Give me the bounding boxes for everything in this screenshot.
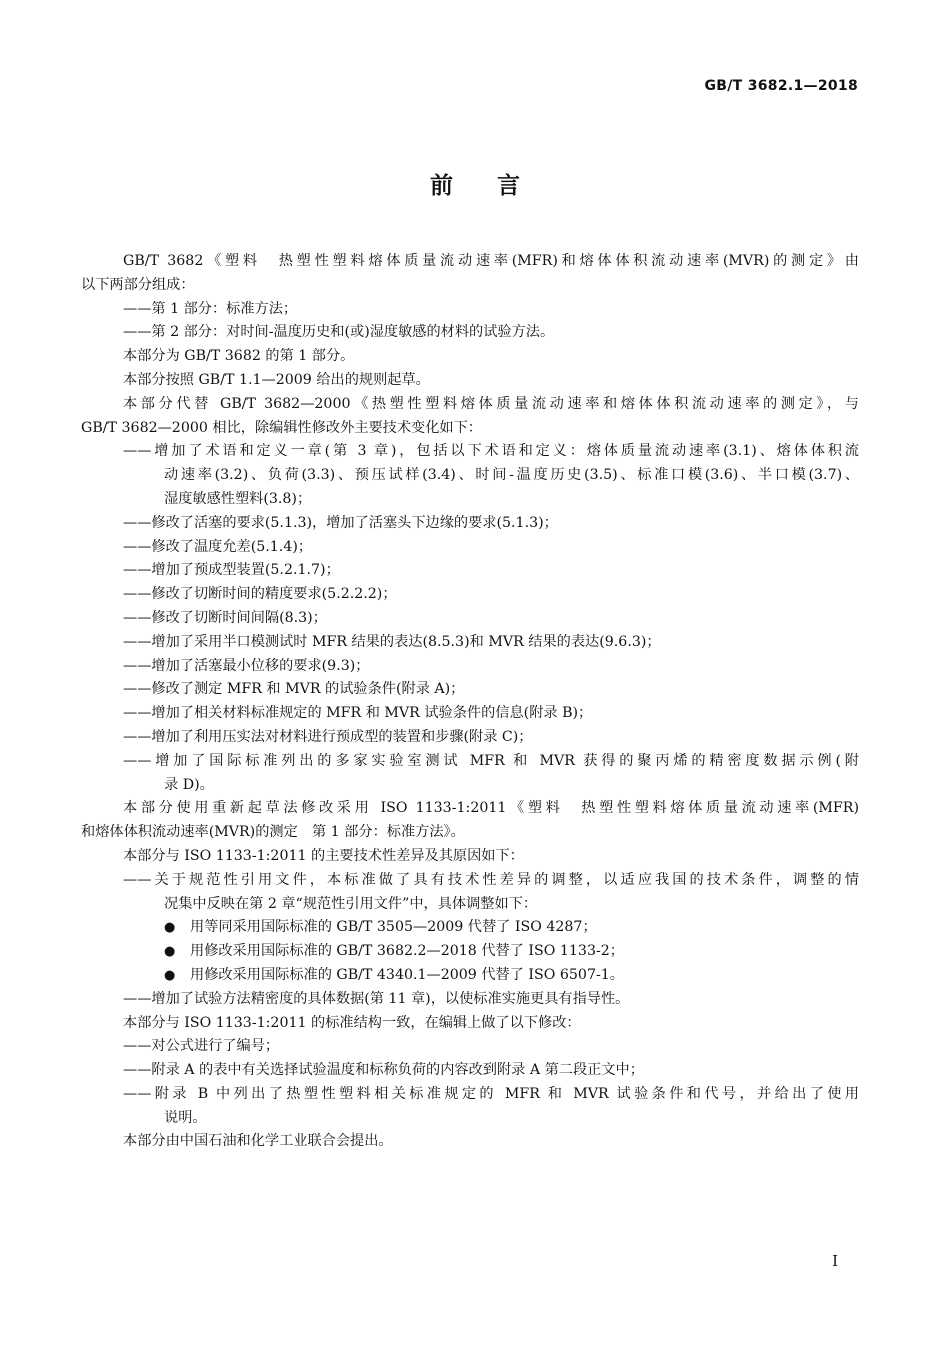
- text-line: 以下两部分组成：: [81, 276, 195, 293]
- text-line: ——第 1 部分：标准方法；: [123, 300, 298, 317]
- text-line: ——修改了切断时间间隔(8.3)；: [123, 609, 327, 626]
- text-line: ——修改了活塞的要求(5.1.3)，增加了活塞头下边缘的要求(5.1.3)；: [123, 514, 558, 531]
- text-line: ——修改了切断时间的精度要求(5.2.2.2)；: [123, 586, 397, 603]
- text-line: 本部分与 ISO 1133-1:2011 的主要技术性差异及其原因如下：: [123, 847, 524, 864]
- bullet-icon: ●: [164, 920, 176, 936]
- text-line: ——增加了预成型装置(5.2.1.7)；: [123, 562, 340, 579]
- text-line: ——增加了试验方法精密度的具体数据(第 11 章)，以使标准实施更具有指导性。: [123, 990, 630, 1007]
- text-line: ——第 2 部分：对时间-温度历史和(或)湿度敏感的材料的试验方法。: [123, 324, 555, 341]
- text-line: 动速率(3.2)、负荷(3.3)、预压试样(3.4)、时间-温度历史(3.5)、标准口模(3.6)、半口模(3.7)、: [164, 467, 859, 484]
- text-line: GB/T 3682—2000 相比，除编辑性修改外主要技术变化如下：: [81, 419, 482, 436]
- bullet-item: [81, 940, 859, 964]
- text-line: ——增加了采用半口模测试时 MFR 结果的表达(8.5.3)和 MVR 结果的表达(9.6.3)；: [123, 633, 661, 650]
- text-line: 本部分与 ISO 1133-1:2011 的标准结构一致，在编辑上做了以下修改：: [123, 1014, 581, 1031]
- text-line: ——增加了利用压实法对材料进行预成型的装置和步骤(附录 C)；: [123, 728, 533, 745]
- text-line: 说明。: [164, 1109, 207, 1126]
- text-line: ——附录 A 的表中有关选择试验温度和标称负荷的内容改到附录 A 第二段正文中；: [123, 1062, 644, 1079]
- bullet-text: 用等同采用国际标准的 GB/T 3505—2009 代替了 ISO 4287；: [190, 919, 597, 936]
- bullet-text: 用修改采用国际标准的 GB/T 4340.1—2009 代替了 ISO 6507-1。: [190, 966, 624, 983]
- page-title: 前言: [430, 173, 564, 199]
- text-line: 湿度敏感性塑料(3.8)；: [164, 490, 312, 507]
- text-line: 本部分为 GB/T 3682 的第 1 部分。: [123, 348, 355, 365]
- text-line: 本部分由中国石油和化学工业联合会提出。: [123, 1133, 393, 1150]
- text-line: ——关于规范性引用文件，本标准做了具有技术性差异的调整，以适应我国的技术条件，调整的情: [123, 871, 859, 888]
- bullet-item: [81, 916, 859, 940]
- bullet-icon: ●: [164, 967, 176, 983]
- bullet-item: [81, 964, 859, 988]
- text-line: ——附录 B 中列出了热塑性塑料相关标准规定的 MFR 和 MVR 试验条件和代号，并给出了使用: [123, 1085, 859, 1102]
- text-line: 和熔体体积流动速率(MVR)的测定 第 1 部分：标准方法》。: [81, 824, 465, 841]
- text-line: 本部分使用重新起草法修改采用 ISO 1133-1:2011《塑料 热塑性塑料熔体质量流动速率(MFR): [123, 800, 859, 817]
- text-line: ——增加了国际标准列出的多家实验室测试 MFR 和 MVR 获得的聚丙烯的精密度数据示例(附: [123, 752, 859, 769]
- text-line: GB/T 3682《塑料 热塑性塑料熔体质量流动速率(MFR)和熔体体积流动速率(MVR)的测定》由: [123, 253, 859, 269]
- standard-code: GB/T 3682.1—2018: [704, 78, 858, 94]
- bullet-text: 用修改采用国际标准的 GB/T 3682.2—2018 代替了 ISO 1133-2；: [190, 943, 624, 960]
- bullet-icon: ●: [164, 944, 176, 960]
- document-body: [81, 250, 859, 1154]
- text-line: ——对公式进行了编号；: [123, 1038, 280, 1055]
- text-line: 况集中反映在第 2 章“规范性引用文件”中，具体调整如下：: [164, 895, 538, 912]
- text-line: 录 D)。: [164, 776, 214, 793]
- text-line: 本部分代替 GB/T 3682—2000《热塑性塑料熔体质量流动速率和熔体体积流动速率的测定》，与: [123, 395, 859, 412]
- text-line: ——增加了活塞最小位移的要求(9.3)；: [123, 657, 370, 674]
- text-line: ——增加了相关材料标准规定的 MFR 和 MVR 试验条件的信息(附录 B)；: [123, 705, 593, 722]
- text-line: 本部分按照 GB/T 1.1—2009 给出的规则起草。: [123, 371, 430, 388]
- text-line: ——增加了术语和定义一章(第 3 章)，包括以下术语和定义：熔体质量流动速率(3.1)、熔体体积流: [123, 443, 859, 460]
- text-line: ——修改了温度允差(5.1.4)；: [123, 538, 313, 555]
- text-line: ——修改了测定 MFR 和 MVR 的试验条件(附录 A)；: [123, 681, 465, 698]
- page-number: I: [832, 1252, 838, 1270]
